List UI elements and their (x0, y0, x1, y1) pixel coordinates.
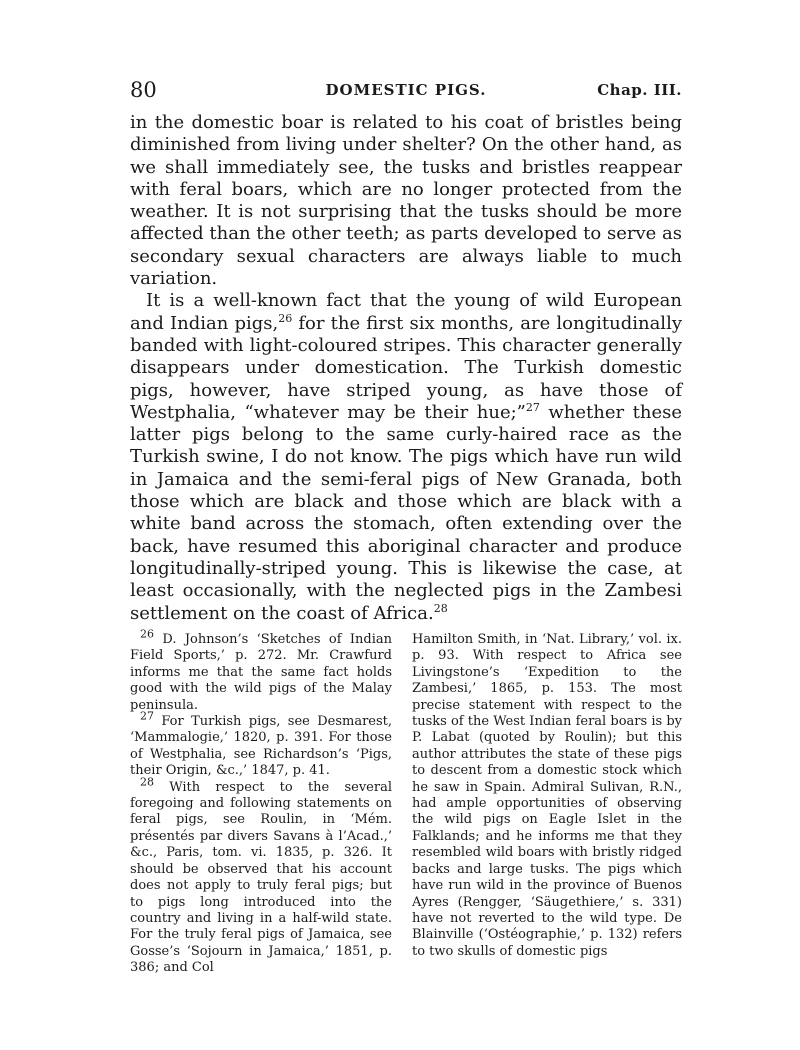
footnote-27-text: For Turkish pigs, see Desmarest, ‘Mammalogie,’ 1820, p. 391. For those of Westphalia, see Richardson’s ‘Pigs, their Origin, &c.,’ 1847, p. 41. (130, 714, 392, 779)
footnote-26-mark: 26 (140, 627, 154, 641)
footnote-ref-27: 27 (525, 400, 540, 414)
paragraph-2-part-a: It is a well-known fact that the young of wild European and Indian pigs, (130, 290, 682, 334)
footnote-27-mark: 27 (140, 709, 154, 723)
paragraph-2-part-c: whether these latter pigs belong to the same curly-haired race as the Turkish swine, I do not know. The pigs which have run wild in Jamaica and the semi-feral pigs of New Granada, both those which are black and those which are black with a white band across the stomach, often extending over the back, have resumed this aboriginal character and produce longitudinally-striped young. This is likewise the case, at least occasionally, with the neglected pigs in the Zambesi settlement on the coast of Africa. (130, 401, 683, 624)
footnote-28-mark: 28 (140, 775, 154, 789)
footnotes-left-column (130, 627, 392, 977)
chapter-reference: Chap. III. (597, 81, 682, 99)
footnote-26 (130, 627, 392, 714)
footnote-ref-28: 28 (433, 601, 448, 615)
page-header (130, 78, 682, 108)
paragraph-2 (130, 290, 682, 624)
paragraph-1: in the domestic boar is related to his coat of bristles being diminished from living under shelter? On the other hand, as we shall immediately see, the tusks and bristles reappear with feral boars, which are no longer protected from the weather. It is not surprising that the tusks should be more affected than the other teeth; as parts developed to serve as secondary sexual characters are always liable to much variation. (130, 112, 682, 290)
footnote-27 (130, 709, 392, 780)
footnote-28-text-left: With respect to the several foregoing and following statements on feral pigs, see Roulin, in ‘Mém. présentés par divers Savans à l’Acad.,’ &c., Paris, tom. vi. 1835, p. 326. It should be observed that his account does not apply to truly feral pigs; but to pigs long introduced into the country and living in a half-wild state. For the truly feral pigs of Jamaica, see Gosse’s ‘Sojourn in Jamaica,’ 1851, p. 386; and Col (130, 779, 392, 976)
footnotes-right-column (412, 632, 682, 960)
footnote-28-continued: Hamilton Smith, in ‘Nat. Library,’ vol. ix. p. 93. With respect to Africa see Livingstone’s ‘Expedition to the Zambesi,’ 1865, p. 153. The most precise statement with respect to the tusks of the West Indian feral boars is by P. Labat (quoted by Roulin); but this author attributes the state of these pigs to descent from a domestic stock which he saw in Spain. Admiral Sulivan, R.N., had ample opportunities of observing the wild pigs on Eagle Islet in the Falklands; and he informs me that they resembled wild boars with bristly ridged backs and large tusks. The pigs which have run wild in the province of Buenos Ayres (Rengger, ‘Säugethiere,’ s. 331) have not reverted to the wild type. De Blainville (‘Ostéographie,’ p. 132) refers to two skulls of domestic pigs (412, 632, 682, 959)
footnote-ref-26: 26 (278, 311, 293, 325)
footnote-26-text: D. Johnson’s ‘Sketches of Indian Field Sports,’ p. 272. Mr. Crawfurd informs me that the same fact holds good with the wild pigs of the Malay peninsula. (130, 632, 392, 713)
body-text (130, 112, 682, 625)
running-title: DOMESTIC PIGS. (325, 81, 487, 99)
paragraph-2-part-b: for the first six months, are longitudinally banded with light-coloured stripes. This character generally disappears under domestication. The Turkish domestic pigs, however, have striped young, as have those of Westphalia, “whatever may be their hue;” (130, 312, 682, 423)
footnote-28 (130, 775, 392, 977)
page-number: 80 (130, 78, 157, 102)
